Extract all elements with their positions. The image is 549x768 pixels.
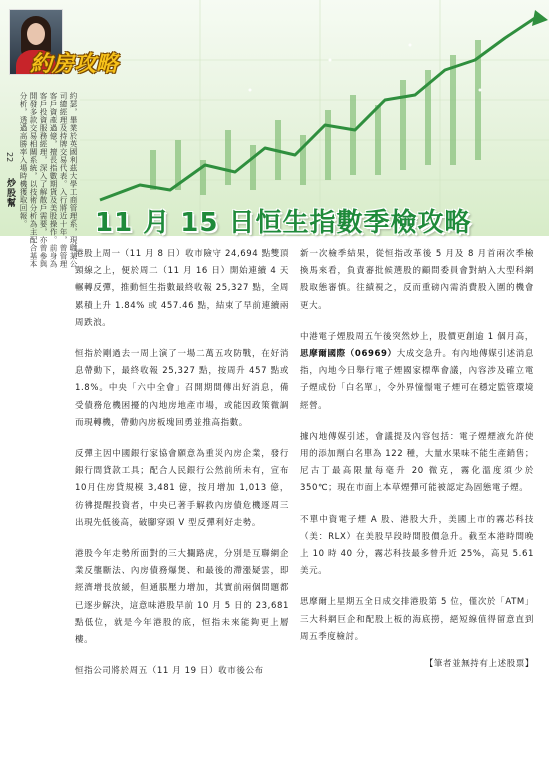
paragraph: 新一次檢季結果，從恒指改革後 5 月及 8 月首兩次季檢換馬來看，負責審批候選股的顧問委員會對納入大型科網股取態審慎。往績視之，反而重磅內需消費股入圍的機會更大。 [300, 249, 534, 311]
column-name: 約房攻略 [30, 52, 119, 77]
paragraph: 恒指於剛過去一周上演了一場二萬五攻防戰，在好消息帶動下，最終收報 25,327 點，按周升 457 點或 1.8%。中央「六中全會」召開期間傳出好消息，備受債務危機困擾的內地房地產市場，或能因政策微調而現轉機，帶動內房板塊回勇並推高指數。 [75, 349, 289, 428]
text-run: 大成交急升。有內地傳媒引述消息指，內地今日舉行電子煙國家標準會議，內容涉及確立電子煙成份「白名單」，令外界憧憬電子煙可在穩定監管環境經營。 [300, 349, 534, 411]
stock-name: 思摩爾國際（06969） [300, 349, 397, 360]
stock-chart-graphic [0, 0, 549, 236]
text-run: 中港電子煙股周五午後突然炒上，股價更創逾 1 個月高， [300, 331, 534, 342]
paragraph: 思摩爾上星期五全日成交排港股第 5 位，僅次於「ATM」三大科網巨企和配股上板的海底撈，絕短線值得留意直到周五季度檢討。 [300, 597, 534, 642]
paragraph: 港股上周一（11 月 8 日）收市險守 24,694 點雙頂頸線之上，便於周二（11 月 16 日）開始連續 4 天輾轉反彈，推動恒生指數最終收報 25,327 點，全周累積上升 1.84% 或 457.46 點，結束了早前連續兩周跌浪。 [75, 249, 289, 328]
author-bio: 約瑟，畢業於英國利茲大學工商管理系，現職某公司總經理及持牌交易代表。入行將近十年，曾管理客戶資產過億，擅長指數期貨及美股操作。前身為客戶投資服務經理，深入了解散戶需要，亦曾參與開發多款交易相關系統，以技術分析為主配合基本分析，透過高勝率入場時機獲取回報。 [19, 92, 78, 268]
article-title: 11 月 15 日恒生指數季檢攻略 [95, 208, 472, 238]
paragraph: 據內地傳媒引述，會議提及內容包括：電子煙煙液允許使用的添加劑白名單為 122 種，大量水果味不能生產銷售；尼古丁最高限量每毫升 20 微克，霧化溫度須少於 350℃；現在市面上本草煙彈可能被認定為固態電子煙。 [300, 431, 534, 494]
disclaimer: 【筆者並無持有上述股票】 [424, 659, 534, 670]
hero-banner [0, 0, 549, 236]
paragraph [300, 329, 534, 415]
paragraph: 恒指公司將於周五（11 月 19 日）收市後公布 [75, 666, 264, 677]
paragraph: 反彈主因中國銀行家協會願意為重災內房企業，發行銀行間貸款工具；配合人民銀行公然前所未有，宣布10月住房貸規模 3,481 億，按月增加 1,013 億，彷彿提醒投資者，中央已著手解救內房債危機逐周三出現先低後高，破腳穿頭 V 型反彈利好走勢。 [75, 449, 289, 528]
left-column [75, 246, 289, 694]
page-number: 22 [5, 152, 14, 163]
paragraph: 不單中資電子煙 A 股、港股大升，美國上市的霧芯科技（美：RLX）在美股早段時間股價急升。截至本港時間晚上 10 時 40 分，霧芯科技最多曾升近 25%，高見 5.61 美元。 [300, 514, 534, 577]
right-column [300, 246, 534, 687]
paragraph: 港股今年走勢所面對的三大攔路虎，分別是互聯網企業反壟斷法、內房債務爆煲、和最後的滯漲疑雲，即經濟增長放緩，但通脹壓力增加，其實前兩個問題都已逐步解決，這意味港股早前 10 月 5 日的 23,681 點低位，就是今年港股的底，恒指未來能夠更上層樓。 [75, 549, 289, 646]
author-name: 炒股幫 [5, 178, 15, 208]
